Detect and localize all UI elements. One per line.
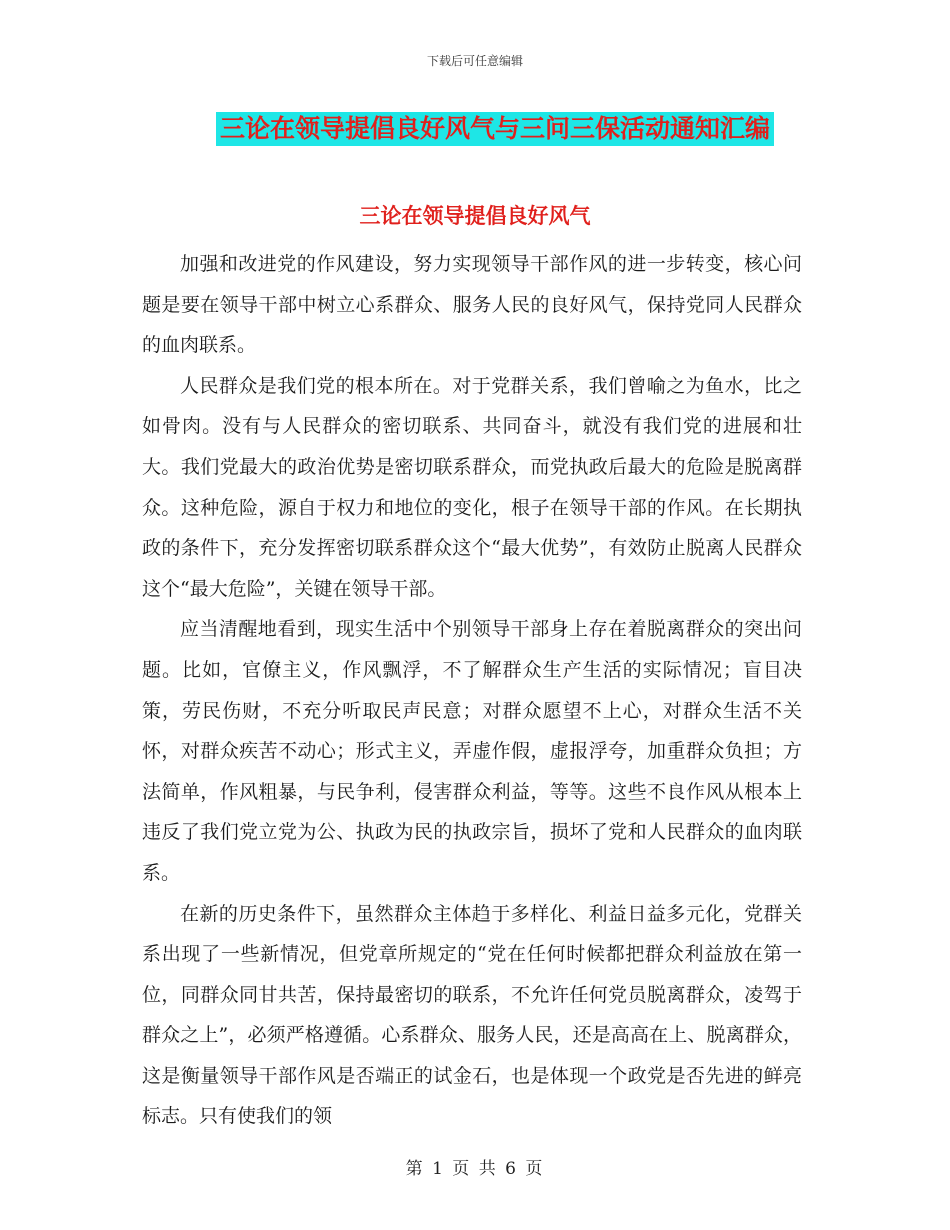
document-title: 三论在领导提倡良好风气与三问三保活动通知汇编 bbox=[216, 112, 774, 146]
section-title: 三论在领导提倡良好风气 bbox=[359, 204, 591, 228]
page-number-footer: 第 1 页 共 6 页 bbox=[405, 1159, 545, 1179]
document-body bbox=[142, 244, 802, 1137]
paragraph-1: 加强和改进党的作风建设，努力实现领导干部作风的进一步转变，核心问题是要在领导干部中树立心系群众、服务人民的良好风气，保持党同人民群众的血肉联系。 bbox=[142, 253, 802, 357]
paragraph-3: 应当清醒地看到，现实生活中个别领导干部身上存在着脱离群众的突出问题。比如，官僚主义，作风飘浮，不了解群众生产生活的实际情况；盲目决策，劳民伤财，不充分听取民声民意；对群众愿望不上心，对群众生活不关怀，对群众疾苦不动心；形式主义，弄虚作假，虚报浮夸，加重群众负担；方法简单，作风粗暴，与民争利，侵害群众利益，等等。这些不良作风从根本上违反了我们党立党为公、执政为民的执政宗旨，损坏了党和人民群众的血肉联系。 bbox=[142, 618, 802, 884]
paragraph-4: 在新的历史条件下，虽然群众主体趋于多样化、利益日益多元化，党群关系出现了一些新情况，但党章所规定的“党在任何时候都把群众利益放在第一位，同群众同甘共苦，保持最密切的联系，不允许任何党员脱离群众，凌驾于群众之上”，必须严格遵循。心系群众、服务人民，还是高高在上、脱离群众，这是衡量领导干部作风是否端正的试金石，也是体现一个政党是否先进的鲜亮标志。只有使我们的领 bbox=[142, 902, 802, 1128]
document-title-container bbox=[0, 112, 950, 146]
page-header-note: 下载后可任意编辑 bbox=[426, 54, 523, 68]
paragraph-2: 人民群众是我们党的根本所在。对于党群关系，我们曾喻之为鱼水，比之如骨肉。没有与人民群众的密切联系、共同奋斗，就没有我们党的进展和壮大。我们党最大的政治优势是密切联系群众，而党执政后最大的危险是脱离群众。这种危险，源自于权力和地位的变化，根子在领导干部的作风。在长期执政的条件下，充分发挥密切联系群众这个“最大优势”，有效防止脱离人民群众这个“最大危险”，关键在领导干部。 bbox=[142, 374, 802, 600]
